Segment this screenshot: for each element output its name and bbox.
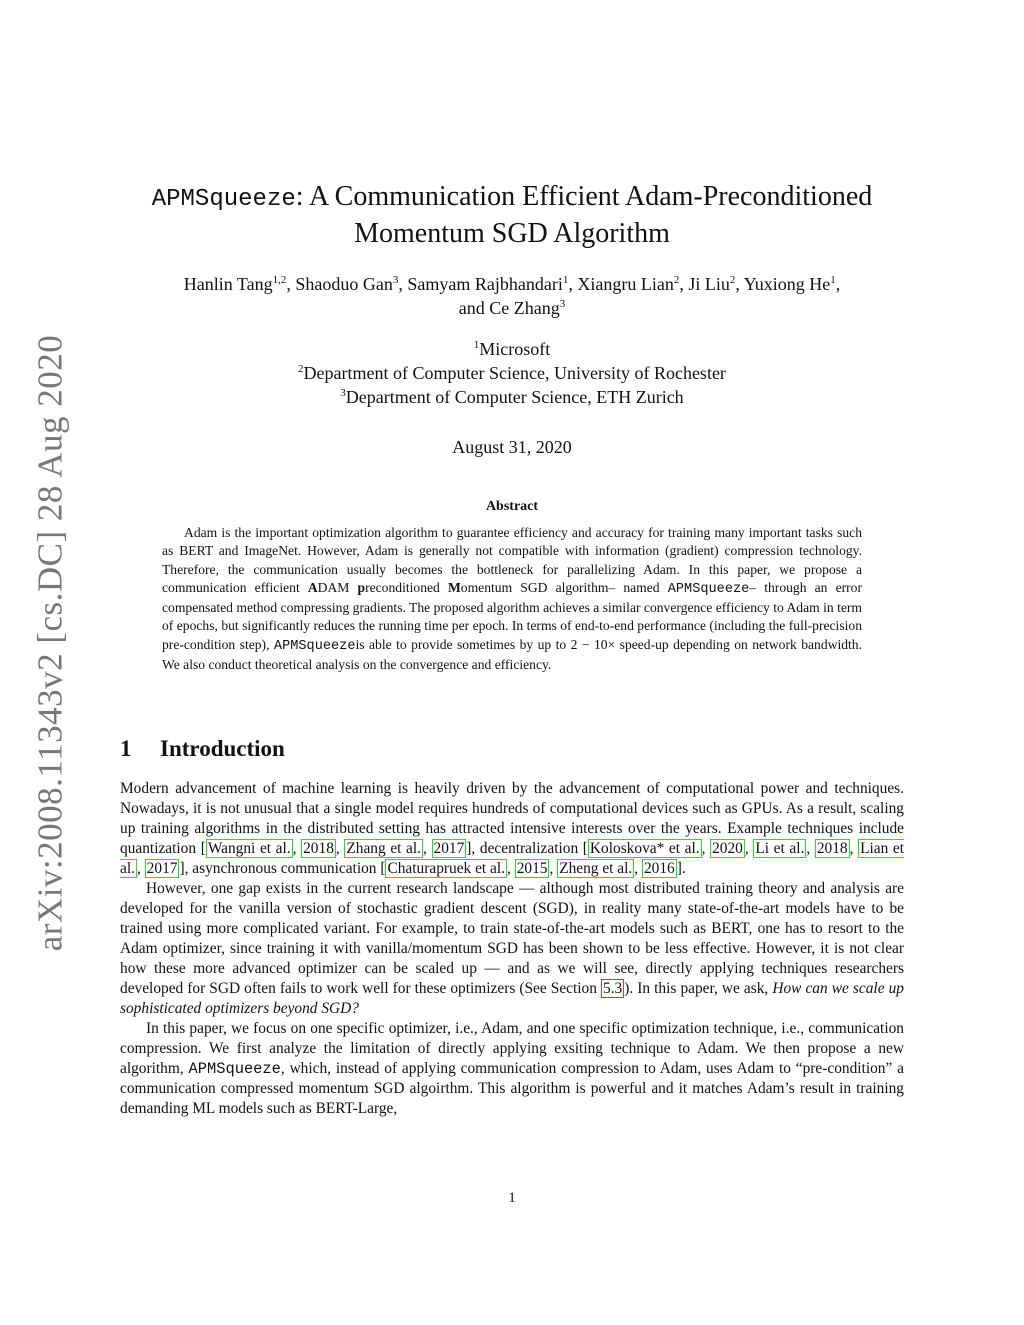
page-number: 1 <box>508 1190 516 1206</box>
title-line1: : A Communication Efficient Adam-Preconditioned <box>295 181 873 212</box>
affiliation-line: $^1$Microsoft <box>473 339 551 359</box>
body-paragraph: However, one gap exists in the current research landscape — although most distributed training theory and analysis are developed for the vanilla version of stochastic gradient descent (SGD), in reality many state-of-the-art models have to be trained using more complicated variant. For example, to train state-of-the-art models such as BERT, one has to resort to the Adam optimizer, since training it with vanilla/momentum SGD has been shown to be less effective. However, it is not clear how these more advanced optimizer can be scaled up — and as we will see, directly applying techniques researchers developed for SGD often fails to work well for these optimizers (See Section 5.3 ). In this paper, we ask, How can we scale up sophisticated optimizers beyond SGD? <box>120 880 904 1017</box>
body-paragraph: In this paper, we focus on one specific optimizer, i.e., Adam, and one specific optimization technique, i.e., communication compression. We first analyze the limitation of directly applying exsiting technique to Adam. We then propose a new algorithm, APMSqueeze, which, instead of applying communication compression to Adam, uses Adam to “pre-condition” a communication compressed momentum SGD algoirthm. This algorithm is powerful and it matches Adam’s result in training demanding ML models such as BERT-Large, <box>120 1020 904 1117</box>
author-name: Yuxiong He <box>743 274 831 294</box>
body-paragraph: Modern advancement of machine learning is heavily driven by the advancement of computational power and techniques. Nowadays, it is not unusual that a single model requires hundreds of computational devices such as GPUs. As a result, scaling up training algorithms in the distributed setting has attracted intensive interests over the years. Example techniques include quantization [ Wangni et al. , 2018 , Zhang et al. , 2017 ], decentralization [ Koloskova* et al. , 2020 , Li et al. , 2018 , Lian et al. , 2017 ], asynchronous communication [ Chaturapruek et al. , 2015 , Zheng et al. , 2016 ]. <box>120 780 905 877</box>
arxiv-stamp-text: arXiv:2008.11343v2 [cs.DC] 28 Aug 2020 <box>30 334 70 951</box>
citation-link[interactable]: Koloskova* et al. <box>589 840 700 857</box>
abstract-body <box>162 524 862 674</box>
author-name: Ce Zhang <box>489 298 560 318</box>
abstract-heading: Abstract <box>485 499 539 514</box>
author-name: Shaoduo Gan <box>295 274 393 294</box>
paper-date: August 31, 2020 <box>452 437 572 457</box>
affiliation-line: $^2$Department of Computer Science, University of Rochester <box>298 363 726 383</box>
author-affiliation: 1 <box>830 274 836 286</box>
author-affiliation: 3 <box>559 298 566 310</box>
citation-link[interactable]: 2018 <box>303 840 334 857</box>
arxiv-stamp <box>20 334 80 951</box>
paper-title <box>100 180 924 251</box>
citation-link[interactable]: Li et al. <box>755 840 805 857</box>
author-name: Xiangru Lian <box>577 274 674 294</box>
citation-link[interactable]: 2018 <box>816 840 848 857</box>
author-list: Hanlin Tang$^{1,2}$, Shaoduo Gan$^3$, Samyam Rajbhandari$^1$, Xiangru Lian$^2$, Ji Liu$^2$, Yuxiong He$^1$, and Ce Zhang$^3$ <box>183 274 841 318</box>
section-number: 1 <box>120 736 132 761</box>
citation-link[interactable]: 2016 <box>643 860 675 877</box>
author-affiliation: 2 <box>673 274 680 286</box>
title-name: APMSqueeze <box>151 186 296 213</box>
author-name: Hanlin Tang <box>183 274 273 294</box>
citation-link[interactable]: Wangni et al. <box>207 840 291 857</box>
title-line2: Momentum SGD Algorithm <box>354 218 670 249</box>
citation-link[interactable]: 2015 <box>516 860 548 877</box>
author-name: Ji Liu <box>688 274 730 294</box>
author-name: Samyam Rajbhandari <box>407 274 563 294</box>
affiliation-line: $^3$Department of Computer Science, ETH Zurich <box>340 387 684 407</box>
affiliations <box>100 337 924 409</box>
author-affiliation: 1,2 <box>272 274 287 286</box>
author-affiliation: 2 <box>729 274 736 286</box>
section-heading <box>120 736 285 762</box>
author-affiliation: 3 <box>392 274 399 286</box>
citation-link[interactable]: Lian et al. <box>120 840 905 877</box>
citation-link[interactable]: Chaturapruek et al. <box>387 860 505 877</box>
section-title: Introduction <box>160 736 285 761</box>
body-text <box>120 779 904 1119</box>
citation-link[interactable]: 2017 <box>146 860 178 877</box>
citation-link[interactable]: Zhang et al. <box>346 840 422 857</box>
citation-link[interactable]: Zheng et al. <box>559 860 633 877</box>
citation-link[interactable]: 2017 <box>433 840 465 857</box>
citation-link[interactable]: 2020 <box>712 840 743 857</box>
abstract-paragraph: Adam is the important optimization algorithm to guarantee efficiency and accuracy for training many important tasks such as BERT and ImageNet. However, Adam is generally not compatible with information (gradient) compression technology. Therefore, the communication usually becomes the bottleneck for parallelizing Adam. In this paper, we propose a communication efficient ADAM preconditioned Momentum SGD algorithm– named APMSqueeze– through an error compensated method compressing gradients. The proposed algorithm achieves a similar convergence efficiency to Adam in term of epochs, but significantly reduces the running time per epoch. In terms of end-to-end performance (including the full-precision pre-condition step), APMSqueezeis able to provide sometimes by up to 2 − 10× speed-up depending on network bandwidth. We also conduct theoretical analysis on the convergence and efficiency. <box>162 525 862 673</box>
author-affiliation: 1 <box>562 274 569 286</box>
section-ref-link[interactable]: 5.3 <box>603 980 623 997</box>
